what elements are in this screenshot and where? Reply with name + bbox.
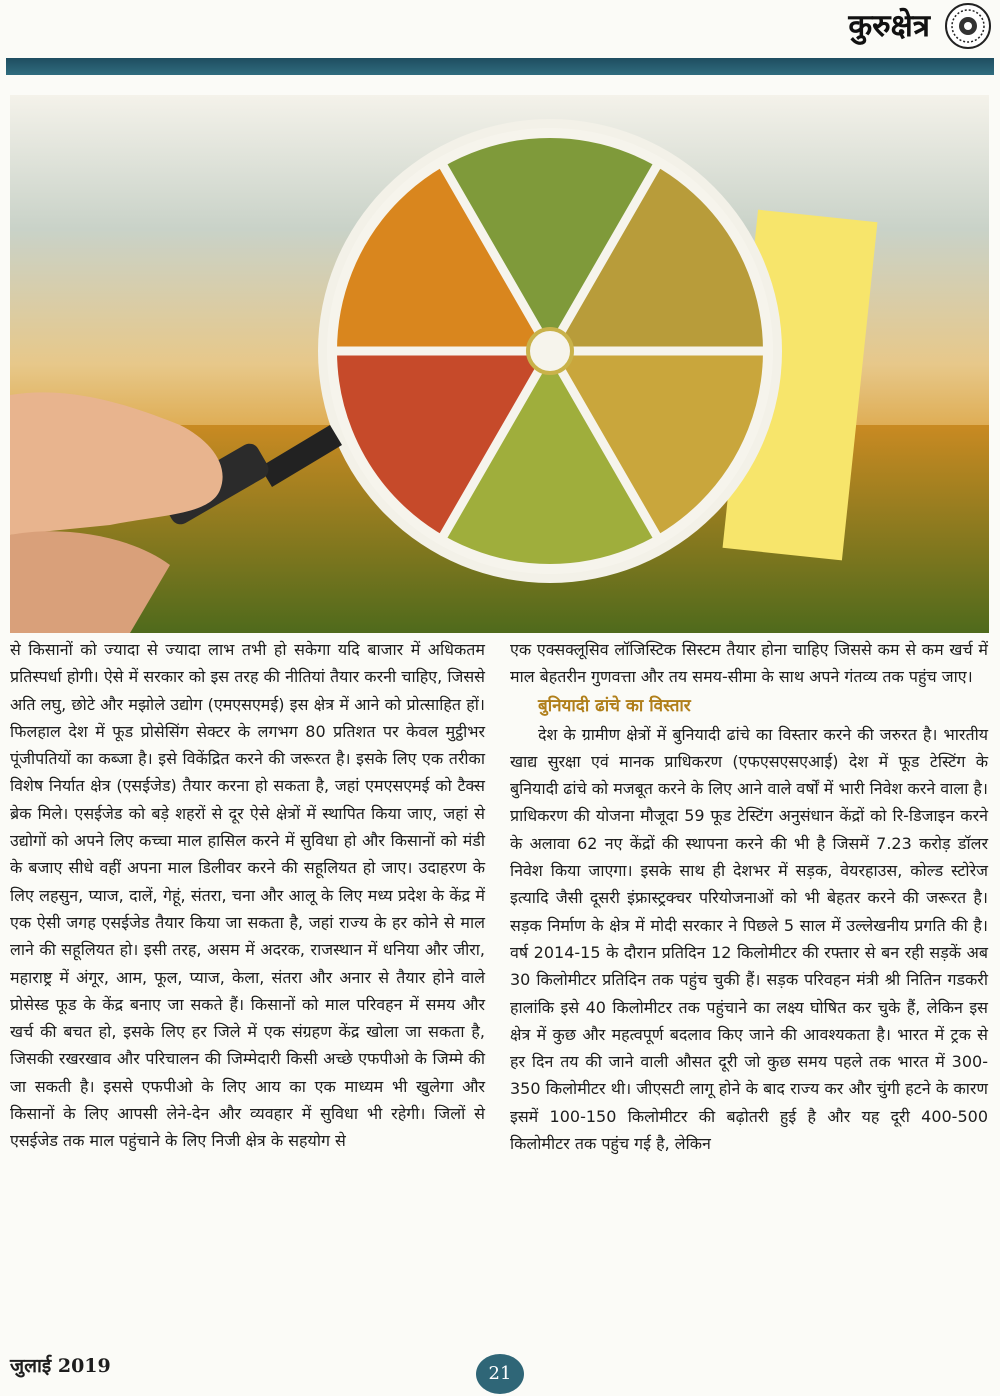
left-column-paragraph: से किसानों को ज्यादा से ज्यादा लाभ तभी हो सकेगा यदि बाजार में अधिकतम प्रतिस्पर्धा होगी। ऐसे में सरकार को इस तरह की नीतियां तैयार करनी चाहिए, जिससे अति लघु, छोटे और मझोले उद्योग (एमएसएमई) इस क्षेत्र में आने को प्रोत्साहित हों। फिलहाल देश में फूड प्रोसेसिंग सेक्टर के लगभग 80 प्रतिशत पर केवल मुट्ठीभर पूंजीपतियों का कब्जा है। इसे विकेंद्रित करने की जरूरत है। इसके लिए एक तरीका विशेष निर्यात क्षेत्र (एसईजेड) तैयार करना हो सकता है, जहां एमएसएमई को टैक्स ब्रेक मिले। एसईजेड को बड़े शहरों से दूर ऐसे क्षेत्रों में स्थापित किया जाए, जहां से उद्योगों को अपने लिए कच्चा माल हासिल करने में सुविधा हो और किसानों को मंडी के बजाए सीधे वहीं अपना माल डिलीवर करने की सहूलियत हो जाए। उदाहरण के लिए लहसुन, प्याज, दालें, गेहूं, संतरा, चना और आलू के लिए मध्य प्रदेश के केंद्र में एक ऐसी जगह एसईजेड तैयार किया जा सकता है, जहां राज्य के हर कोने से माल लाने की सहूलियत हो। इसी तरह, असम में अदरक, राजस्थान में धनिया और जीरा, महाराष्ट्र में अंगूर, आम, फूल, प्याज, केला, संतरा और अनार से तैयार होने वाले प्रोसेस्ड फूड के केंद्र बनाए जा सकते हैं। किसानों को माल परिवहन में समय और खर्च की बचत हो, इसके लिए हर जिले में एक संग्रहण केंद्र खोला जा सकता है, जिसकी रखरखाव और परिचालन की जिम्मेदारी किसी अच्छे एफपीओ के जिम्मे की जा सकती है। इससे एफपीओ के लिए आय का एक माध्यम भी खुलेगा और किसानों के लिए आपसी लेने-देन और व्यवहार में सुविधा भी रहेगी। जिलों से एसईजेड तक माल पहुंचाने के लिए निजी क्षेत्र के सहयोग से <box>10 640 485 1151</box>
magazine-name: कुरुक्षेत्र <box>848 8 930 44</box>
issue-date: जुलाई 2019 <box>10 1355 111 1377</box>
header-bar <box>6 58 994 75</box>
emblem-logo <box>944 2 992 50</box>
left-column <box>10 636 485 1155</box>
right-column-body: देश के ग्रामीण क्षेत्रों में बुनियादी ढांचे का विस्तार करने की जरुरत है। भारतीय खाद्य सुरक्षा एवं मानक प्राधिकरण (एफएसएसएआई) देश में फूड टेस्टिंग के बुनियादी ढांचे को मजबूत करने के लिए आने वाले वर्षों में भारी निवेश करने वाला है। प्राधिकरण की योजना मौजूदा 59 फूड टेस्टिंग अनुसंधान केंद्रों को रि-डिजाइन करने के अलावा 62 नए केंद्रों की स्थापना करने की भी है जिसमें 7.23 करोड़ डॉलर निवेश किया जाएगा। इसके साथ ही देशभर में सड़क, वेयरहाउस, कोल्ड स्टोरेज इत्यादि जैसी दूसरी इंफ्रास्ट्रक्चर परियोजनाओं को भी बेहतर करने की जरूरत है। सड़क निर्माण के क्षेत्र में मोदी सरकार ने पिछले 5 साल में उल्लेखनीय प्रगति की है। वर्ष 2014-15 के दौरान प्रतिदिन 12 किलोमीटर की रफ्तार से बन रही सड़कें अब 30 किलोमीटर प्रतिदिन तक पहुंच चुकी हैं। सड़क परिवहन मंत्री श्री नितिन गडकरी हालांकि इसे 40 किलोमीटर तक पहुंचाने का लक्ष्य घोषित कर चुके हैं, लेकिन इस क्षेत्र में कुछ और महत्वपूर्ण बदलाव किए जाने की आवश्यकता है। भारत में ट्रक से हर दिन तय की जाने वाली औसत दूरी जो कुछ समय पहले तक भारत में 300-350 किलोमीटर थी। जीएसटी लागू होने के बाद राज्य कर और चुंगी हटने के कारण इसमें 100-150 किलोमीटर की बढ़ोतरी हुई है और यह दूरी 400-500 किलोमीटर तक पहुंच गई है, लेकिन <box>510 724 988 1154</box>
right-column <box>510 636 988 1157</box>
page-number-badge: 21 <box>476 1354 524 1394</box>
section-heading: बुनियादी ढांचे का विस्तार <box>538 695 691 716</box>
article-photo <box>10 95 989 633</box>
page-header <box>0 0 1000 55</box>
right-column-intro: एक एक्सक्लूसिव लॉजिस्टिक सिस्टम तैयार होना चाहिए जिससे कम से कम खर्च में माल बेहतरीन गुणवत्ता और तय समय-सीमा के साथ अपने गंतव्य तक पहुंच जाए। <box>510 640 988 687</box>
